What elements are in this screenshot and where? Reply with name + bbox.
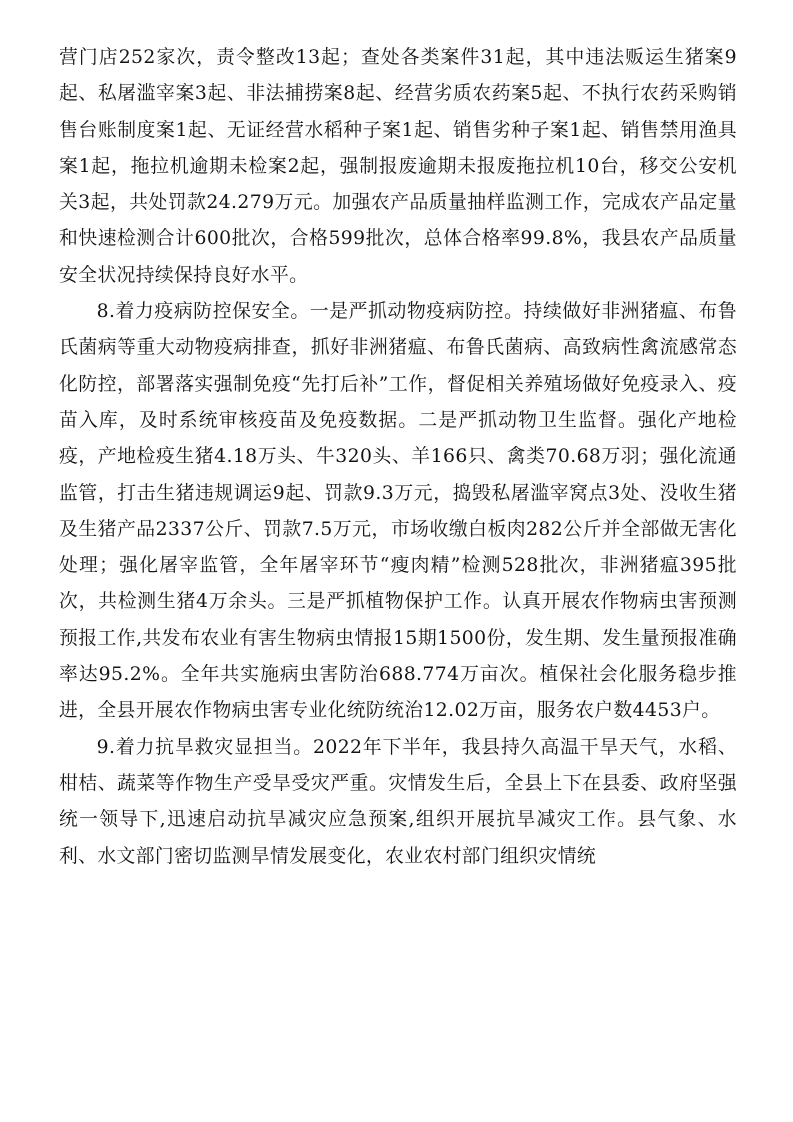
document-body bbox=[59, 40, 737, 875]
paragraph-continuation: 营门店252家次，责令整改13起；查处各类案件31起，其中违法贩运生猪案9起、私屠滥宰案3起、非法捕捞案8起、经营劣质农药案5起、不执行农药采购销售台账制度案1起、无证经营水稻种子案1起、销售劣种子案1起、销售禁用渔具案1起，拖拉机逾期未检案2起，强制报废逾期未报废拖拉机10台，移交公安机关3起，共处罚款24.279万元。加强农产品质量抽样监测工作，完成农产品定量和快速检测合计600批次，合格599批次，总体合格率99.8%，我县农产品质量安全状况持续保持良好水平。 bbox=[59, 47, 737, 286]
paragraph-disease-prevention: 8.着力疫病防控保安全。一是严抓动物疫病防控。持续做好非洲猪瘟、布鲁氏菌病等重大动物疫病排查，抓好非洲猪瘟、布鲁氏菌病、高致病性禽流感常态化防控，部署落实强制免疫“先打后补”工作，督促相关养殖场做好免疫录入、疫苗入库，及时系统审核疫苗及免疫数据。二是严抓动物卫生监督。强化产地检疫，产地检疫生猪4.18万头、牛320头、羊166只、禽类70.68万羽；强化流通监管，打击生猪违规调运9起、罚款9.3万元，捣毁私屠滥宰窝点3处、没收生猪及生猪产品2337公斤、罚款7.5万元，市场收缴白板肉282公斤并全部做无害化处理；强化屠宰监管，全年屠宰环节“瘦肉精”检测528批次，非洲猪瘟395批次，共检测生猪4万余头。三是严抓植物保护工作。认真开展农作物病虫害预测预报工作,共发布农业有害生物病虫情报15期1500份，发生期、发生量预报准确率达95.2%。全年共实施病虫害防治688.774万亩次。植保社会化服务稳步推进，全县开展农作物病虫害专业化统防统治12.02万亩，服务农户数4453户。 bbox=[59, 301, 737, 722]
paragraph-drought-relief: 9.着力抗旱救灾显担当。2022年下半年，我县持久高温干旱天气，水稻、柑桔、蔬菜等作物生产受旱受灾严重。灾情发生后，全县上下在县委、政府坚强统一领导下,迅速启动抗旱减灾应急预案,组织开展抗旱减灾工作。县气象、水利、水文部门密切监测旱情发展变化，农业农村部门组织灾情统 bbox=[59, 736, 737, 867]
